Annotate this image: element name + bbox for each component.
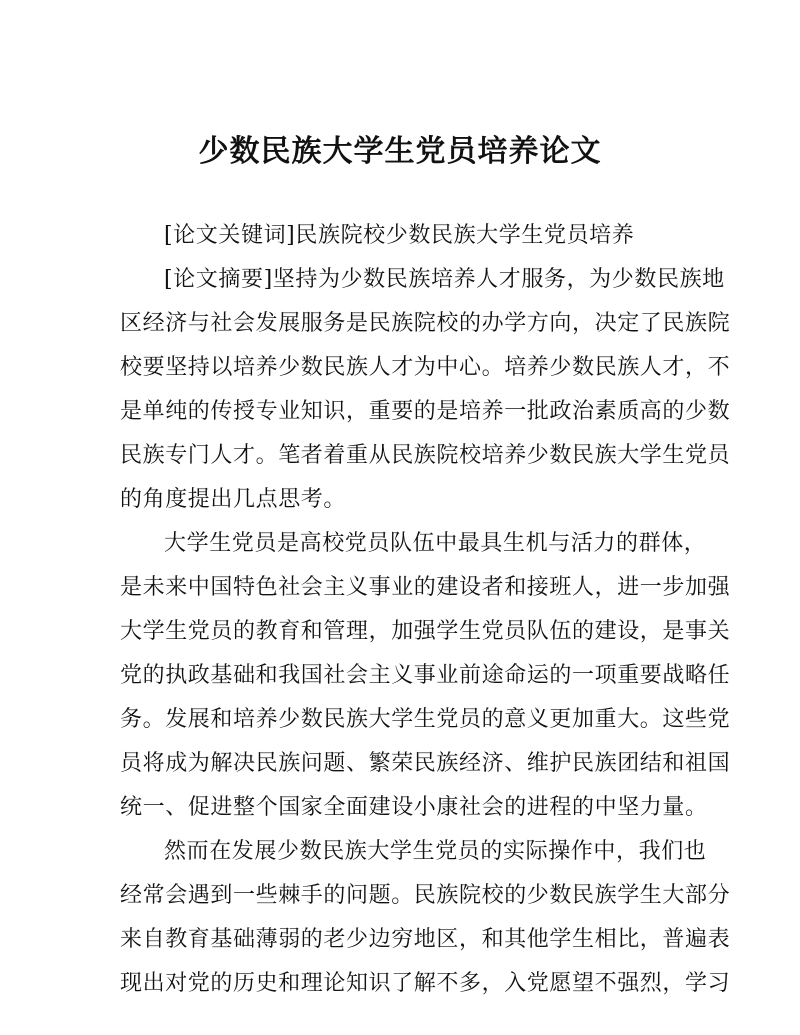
document-title: 少数民族大学生党员培养论文 [198, 134, 602, 169]
text-line: 员将成为解决民族问题、繁荣民族经济、维护民族团结和祖国 [120, 751, 731, 776]
text-line: 是单纯的传授专业知识，重要的是培养一批政治素质高的少数 [120, 399, 731, 424]
text-line: 统一、促进整个国家全面建设小康社会的进程的中坚力量。 [120, 795, 708, 820]
body-paragraph [120, 830, 731, 1006]
text-line: 的角度提出几点思考。 [120, 487, 347, 512]
text-line: 务。发展和培养少数民族大学生党员的意义更加重大。这些党 [120, 707, 731, 732]
text-line: [论文摘要]坚持为少数民族培养人才服务，为少数民族地 [164, 267, 725, 292]
text-line: 民族专门人才。笔者着重从民族院校培养少数民族大学生党员 [120, 443, 731, 468]
abstract-paragraph [120, 258, 731, 522]
document-body [120, 214, 731, 1006]
text-line: [论文关键词]民族院校少数民族大学生党员培养 [164, 223, 635, 248]
text-line: 党的执政基础和我国社会主义事业前途命运的一项重要战略任 [120, 663, 731, 688]
text-line: 经常会遇到一些棘手的问题。民族院校的少数民族学生大部分 [120, 883, 731, 908]
text-line: 是未来中国特色社会主义事业的建设者和接班人，进一步加强 [120, 575, 731, 600]
text-line: 区经济与社会发展服务是民族院校的办学方向，决定了民族院 [120, 311, 731, 336]
text-line: 校要坚持以培养少数民族人才为中心。培养少数民族人才，不 [120, 355, 731, 380]
body-paragraph [120, 522, 731, 830]
text-line: 大学生党员的教育和管理，加强学生党员队伍的建设，是事关 [120, 619, 731, 644]
text-line: 然而在发展少数民族大学生党员的实际操作中，我们也 [164, 839, 707, 864]
text-line: 大学生党员是高校党员队伍中最具生机与活力的群体， [164, 531, 707, 556]
text-line: 来自教育基础薄弱的老少边穷地区，和其他学生相比，普遍表 [120, 927, 731, 952]
text-line: 现出对党的历史和理论知识了解不多，入党愿望不强烈，学习 [120, 971, 731, 996]
keywords-paragraph [120, 214, 688, 258]
